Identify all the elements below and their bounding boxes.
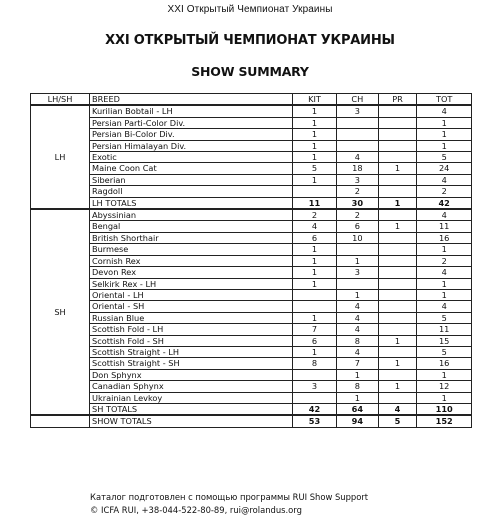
ch-count: 6: [336, 221, 378, 232]
ch-count: 1: [336, 392, 378, 403]
kit-count: 3: [293, 381, 337, 392]
show-totals-row: [31, 415, 472, 427]
breed-name: Persian Parti-Color Div.: [90, 117, 293, 128]
kit-count: [293, 392, 337, 403]
pr-count: [378, 267, 417, 278]
kit-show-total: 53: [293, 415, 337, 427]
ch-count: 1: [336, 255, 378, 266]
pr-count: [378, 129, 417, 140]
kit-count: 1: [293, 174, 337, 185]
breed-name: Selkirk Rex - LH: [90, 278, 293, 289]
ch-total: 30: [336, 197, 378, 209]
document-title: XXI ОТКРЫТЫЙ ЧЕМПИОНАТ УКРАИНЫ: [105, 33, 395, 48]
kit-count: 6: [293, 335, 337, 346]
tot-count: 11: [417, 324, 472, 335]
breed-name: Oriental - SH: [90, 301, 293, 312]
column-header-breed: BREED: [90, 94, 293, 106]
tot-count: 1: [417, 117, 472, 128]
kit-count: 8: [293, 358, 337, 369]
pr-count: [378, 117, 417, 128]
group-totals-label: LH TOTALS: [90, 197, 293, 209]
pr-count: [378, 301, 417, 312]
tot-count: 5: [417, 346, 472, 357]
breed-name: Devon Rex: [90, 267, 293, 278]
table-row: [31, 358, 472, 369]
breed-name: Bengal: [90, 221, 293, 232]
kit-count: 7: [293, 324, 337, 335]
kit-count: 6: [293, 232, 337, 243]
kit-count: 1: [293, 346, 337, 357]
table-row: [31, 312, 472, 323]
table-row: [31, 289, 472, 300]
group-label: LH: [31, 105, 90, 209]
table-row: [31, 392, 472, 403]
pr-count: [378, 232, 417, 243]
kit-count: 1: [293, 312, 337, 323]
tot-count: 4: [417, 301, 472, 312]
column-header-group: LH/SH: [31, 94, 90, 106]
group-label: SH: [31, 209, 90, 415]
table-row: [31, 301, 472, 312]
tot-show-total: 152: [417, 415, 472, 427]
ch-count: 2: [336, 186, 378, 197]
kit-count: 1: [293, 267, 337, 278]
table-row: [31, 267, 472, 278]
column-header-pr: PR: [378, 94, 417, 106]
document-subtitle: SHOW SUMMARY: [191, 64, 309, 79]
pr-count: [378, 209, 417, 221]
pr-count: [378, 186, 417, 197]
breed-name: Kurilian Bobtail - LH: [90, 105, 293, 117]
group-totals-row: [31, 403, 472, 415]
ch-show-total: 94: [336, 415, 378, 427]
breed-name: Scottish Straight - SH: [90, 358, 293, 369]
ch-count: 4: [336, 346, 378, 357]
tot-count: 1: [417, 129, 472, 140]
breed-name: Burmese: [90, 244, 293, 255]
column-header-tot: TOT: [417, 94, 472, 106]
ch-count: 2: [336, 209, 378, 221]
table-row: [31, 278, 472, 289]
pr-count: [378, 392, 417, 403]
tot-count: 12: [417, 381, 472, 392]
kit-count: 1: [293, 255, 337, 266]
pr-count: [378, 312, 417, 323]
breed-name: Ukrainian Levkoy: [90, 392, 293, 403]
pr-count: [378, 346, 417, 357]
breed-name: Scottish Fold - SH: [90, 335, 293, 346]
ch-count: 8: [336, 381, 378, 392]
ch-count: 8: [336, 335, 378, 346]
tot-count: 1: [417, 369, 472, 380]
kit-count: 4: [293, 221, 337, 232]
table-row: [31, 232, 472, 243]
breed-name: British Shorthair: [90, 232, 293, 243]
kit-total: 42: [293, 403, 337, 415]
column-header-ch: CH: [336, 94, 378, 106]
ch-count: 1: [336, 369, 378, 380]
table-row: [31, 335, 472, 346]
kit-count: 1: [293, 278, 337, 289]
tot-count: 16: [417, 232, 472, 243]
tot-count: 1: [417, 244, 472, 255]
column-header-kit: KIT: [293, 94, 337, 106]
tot-count: 4: [417, 174, 472, 185]
page-header: XXI Открытый Чемпионат Украины: [167, 4, 333, 15]
table-row: [31, 324, 472, 335]
ch-count: 10: [336, 232, 378, 243]
breed-name: Maine Coon Cat: [90, 163, 293, 174]
ch-count: [336, 140, 378, 151]
kit-count: 1: [293, 152, 337, 163]
breed-name: Scottish Straight - LH: [90, 346, 293, 357]
pr-total: 1: [378, 197, 417, 209]
breed-name: Exotic: [90, 152, 293, 163]
kit-total: 11: [293, 197, 337, 209]
pr-count: 1: [378, 335, 417, 346]
show-summary-table: [30, 93, 472, 428]
breed-name: Persian Bi-Color Div.: [90, 129, 293, 140]
table-row: [31, 140, 472, 151]
pr-count: 1: [378, 163, 417, 174]
breed-name: Don Sphynx: [90, 369, 293, 380]
ch-total: 64: [336, 403, 378, 415]
pr-count: [378, 369, 417, 380]
kit-count: 2: [293, 209, 337, 221]
tot-count: 1: [417, 140, 472, 151]
breed-name: Scottish Fold - LH: [90, 324, 293, 335]
pr-count: [378, 152, 417, 163]
show-totals-label: SHOW TOTALS: [90, 415, 293, 427]
table-row: [31, 152, 472, 163]
ch-count: 7: [336, 358, 378, 369]
tot-count: 1: [417, 278, 472, 289]
ch-count: 3: [336, 105, 378, 117]
tot-count: 4: [417, 209, 472, 221]
ch-count: [336, 117, 378, 128]
pr-count: 1: [378, 221, 417, 232]
kit-count: 5: [293, 163, 337, 174]
ch-count: [336, 244, 378, 255]
tot-count: 5: [417, 312, 472, 323]
kit-count: 1: [293, 140, 337, 151]
show-totals-spacer: [31, 415, 90, 427]
pr-count: [378, 324, 417, 335]
ch-count: [336, 278, 378, 289]
kit-count: [293, 301, 337, 312]
tot-count: 11: [417, 221, 472, 232]
ch-count: 3: [336, 174, 378, 185]
table-body: [31, 105, 472, 427]
breed-name: Ragdoll: [90, 186, 293, 197]
pr-count: [378, 140, 417, 151]
table-row: [31, 117, 472, 128]
table-row: [31, 369, 472, 380]
kit-count: 1: [293, 105, 337, 117]
group-totals-label: SH TOTALS: [90, 403, 293, 415]
table-row: [31, 244, 472, 255]
table-row: [31, 163, 472, 174]
breed-name: Abyssinian: [90, 209, 293, 221]
tot-total: 42: [417, 197, 472, 209]
tot-count: 2: [417, 255, 472, 266]
footer-catalog-note: Каталог подготовлен с помощью программы RUI Show Support: [90, 492, 369, 502]
table-row: [31, 255, 472, 266]
tot-count: 4: [417, 105, 472, 117]
table-row: [31, 186, 472, 197]
ch-count: [336, 129, 378, 140]
ch-count: 4: [336, 312, 378, 323]
kit-count: [293, 186, 337, 197]
table-row: [31, 129, 472, 140]
pr-count: [378, 244, 417, 255]
tot-count: 2: [417, 186, 472, 197]
breed-name: Russian Blue: [90, 312, 293, 323]
pr-count: [378, 174, 417, 185]
breed-name: Canadian Sphynx: [90, 381, 293, 392]
pr-count: 1: [378, 381, 417, 392]
ch-count: 4: [336, 324, 378, 335]
pr-count: [378, 105, 417, 117]
tot-count: 4: [417, 267, 472, 278]
pr-count: [378, 289, 417, 300]
breed-name: Cornish Rex: [90, 255, 293, 266]
kit-count: 1: [293, 244, 337, 255]
group-totals-row: [31, 197, 472, 209]
breed-name: Persian Himalayan Div.: [90, 140, 293, 151]
table-header-row: [31, 94, 472, 106]
pr-show-total: 5: [378, 415, 417, 427]
kit-count: 1: [293, 117, 337, 128]
table-row: [31, 209, 472, 221]
tot-count: 1: [417, 289, 472, 300]
ch-count: 4: [336, 301, 378, 312]
ch-count: 18: [336, 163, 378, 174]
ch-count: 1: [336, 289, 378, 300]
ch-count: 3: [336, 267, 378, 278]
table-row: [31, 105, 472, 117]
kit-count: [293, 369, 337, 380]
kit-count: [293, 289, 337, 300]
tot-count: 16: [417, 358, 472, 369]
tot-count: 1: [417, 392, 472, 403]
breed-name: Oriental - LH: [90, 289, 293, 300]
pr-count: 1: [378, 358, 417, 369]
table-row: [31, 174, 472, 185]
tot-count: 15: [417, 335, 472, 346]
tot-total: 110: [417, 403, 472, 415]
tot-count: 5: [417, 152, 472, 163]
footer-contact: © ICFA RUI, +38-044-522-80-89, rui@rolandus.org: [90, 505, 302, 515]
kit-count: 1: [293, 129, 337, 140]
table-row: [31, 381, 472, 392]
pr-count: [378, 255, 417, 266]
breed-name: Siberian: [90, 174, 293, 185]
pr-total: 4: [378, 403, 417, 415]
pr-count: [378, 278, 417, 289]
table-row: [31, 346, 472, 357]
tot-count: 24: [417, 163, 472, 174]
table-row: [31, 221, 472, 232]
ch-count: 4: [336, 152, 378, 163]
